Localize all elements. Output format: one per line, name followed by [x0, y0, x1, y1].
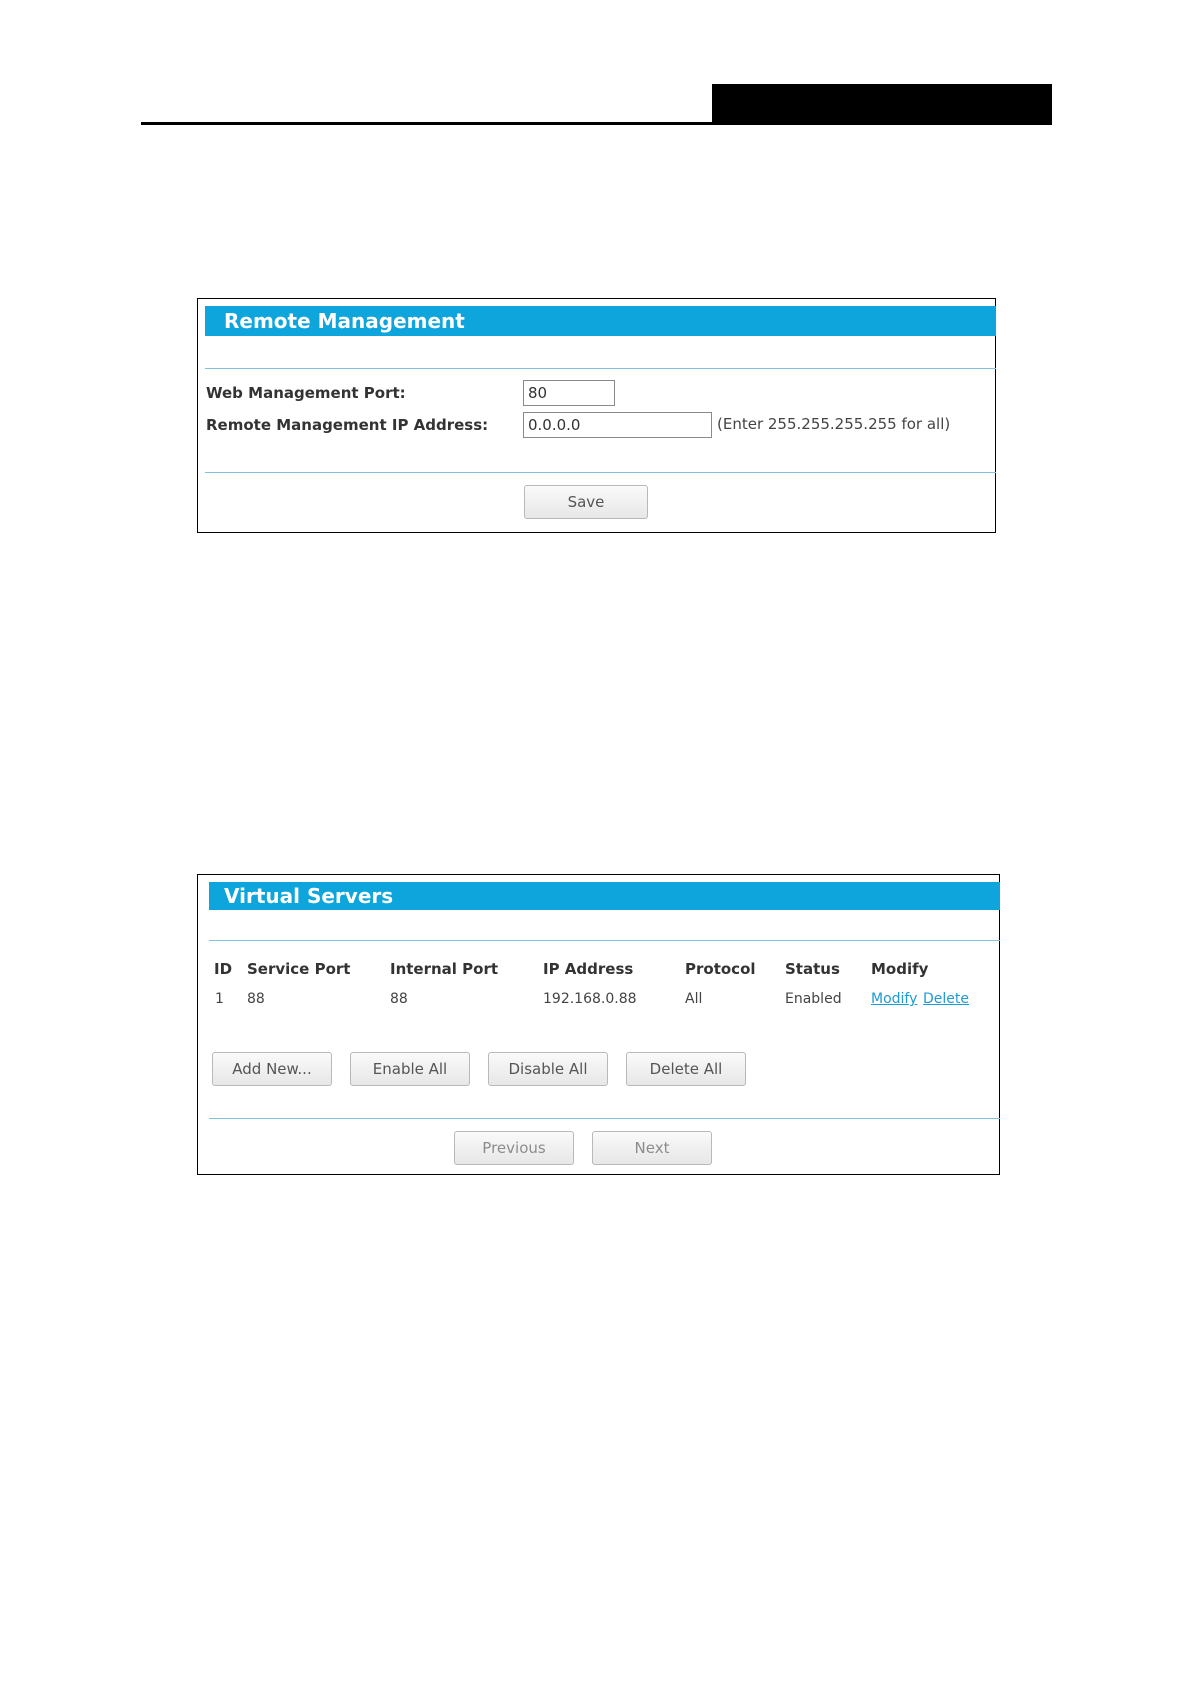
cell-ip-address: 192.168.0.88 [543, 991, 637, 1007]
remote-ip-hint: (Enter 255.255.255.255 for all) [717, 415, 951, 433]
panel-title: Remote Management [205, 306, 996, 336]
web-management-port-input[interactable] [523, 380, 615, 406]
cell-internal-port: 88 [390, 991, 408, 1007]
cell-protocol: All [685, 991, 703, 1007]
cell-id: 1 [215, 991, 224, 1007]
col-header-id: ID [214, 960, 233, 978]
header-rule [141, 122, 1051, 125]
col-header-protocol: Protocol [685, 960, 756, 978]
remote-management-ip-label: Remote Management IP Address: [206, 416, 489, 434]
top-divider [205, 368, 996, 369]
disable-all-button[interactable]: Disable All [488, 1052, 608, 1086]
remote-management-ip-input[interactable] [523, 412, 712, 438]
header-black-block [712, 84, 1052, 125]
cell-status: Enabled [785, 991, 842, 1007]
bottom-divider [209, 1118, 1000, 1119]
cell-service-port: 88 [247, 991, 265, 1007]
enable-all-button[interactable]: Enable All [350, 1052, 470, 1086]
next-button[interactable]: Next [592, 1131, 712, 1165]
save-button[interactable]: Save [524, 485, 648, 519]
web-management-port-label: Web Management Port: [206, 384, 406, 402]
col-header-internal-port: Internal Port [390, 960, 499, 978]
remote-management-panel [197, 298, 996, 533]
modify-link[interactable]: Modify [871, 991, 918, 1007]
delete-all-button[interactable]: Delete All [626, 1052, 746, 1086]
col-header-modify: Modify [871, 960, 929, 978]
col-header-status: Status [785, 960, 840, 978]
add-new-button[interactable]: Add New... [212, 1052, 332, 1086]
delete-link[interactable]: Delete [923, 991, 969, 1007]
bottom-divider [205, 472, 996, 473]
top-divider [209, 940, 1000, 941]
col-header-service-port: Service Port [247, 960, 351, 978]
panel-title: Virtual Servers [209, 882, 1000, 910]
previous-button[interactable]: Previous [454, 1131, 574, 1165]
virtual-servers-panel [197, 874, 1000, 1175]
col-header-ip-address: IP Address [543, 960, 634, 978]
